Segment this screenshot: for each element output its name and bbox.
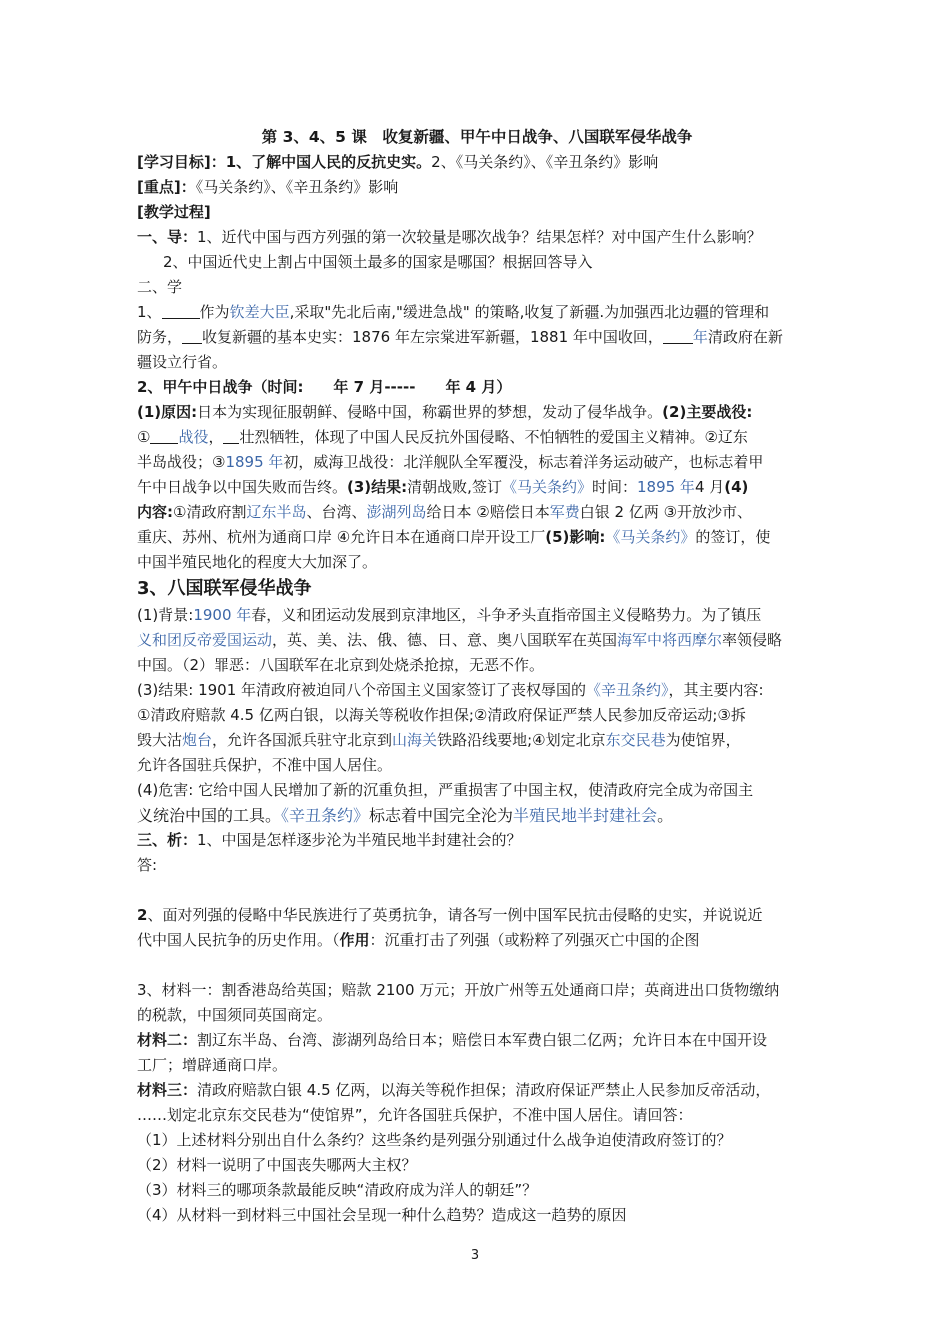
link-fort[interactable]: 炮台 [182,731,213,749]
answer-blank[interactable] [150,429,178,444]
answer-blank[interactable] [223,429,239,444]
xinjiang-text: 作为 [199,303,230,321]
link-shimonoseki-treaty[interactable]: 《马关条约》 [605,528,696,546]
study-label: 二、学 [137,278,183,296]
keypoints-text: 《马关条约》、《辛丑条约》影响 [195,178,399,196]
jiawu-battles-line-2 [137,450,817,475]
material-3-line-1 [137,1078,817,1103]
link-liaodong[interactable]: 辽东半岛 [246,503,307,521]
eight-nation-result-line-4: 允许各国驻兵保护，不准中国人居住。 [137,756,393,774]
bg-text: ，英、美、法、俄、德、日、意、奥八国联军在英国 [272,631,618,649]
xinjiang-line-2 [137,325,817,350]
intro-question-2: 2、中国近代史上割占中国领土最多的国家是哪国？根据回答导入 [163,253,593,271]
result-text: 毁大沽 [137,731,183,749]
link-boxer-movement[interactable]: 义和团反帝爱国运动 [137,631,273,649]
analysis-question-1: 1、中国是怎样逐步沦为半殖民地半封建社会的？ [197,831,522,849]
material-3-line-2: ……划定北京东交民巷为“使馆界”，允许各国驻兵保护，不准中国人居住。请回答： [137,1106,693,1124]
xinjiang-number: 1、 [137,303,162,321]
harm-text: 标志着中国完全沦为 [369,806,514,825]
material-3-label: 材料三： [137,1081,198,1099]
jiawu-battles-line-3 [137,475,817,500]
material-1-line-1: 3、材料一：割香港岛给英国；赔款 2100 万元；开放广州等五处通商口岸；英商进出口货物缴纳 [137,981,780,999]
eight-nation-result-line-1 [137,678,817,703]
analysis-answer: 答: [137,856,158,874]
keypoints-label: [重点]： [137,178,196,196]
bg-label: (1)背景: [137,606,194,624]
q2-text: 、面对列强的侵略中华民族进行了英勇抗争，请各写一例中国军民抗击侵略的史实，并说说近 [147,906,763,924]
q2-number: 2 [137,906,148,924]
jiawu-cause-line [137,400,817,425]
link-year-1895[interactable]: 1895 年 [225,453,284,471]
eight-nation-harm-line-2 [137,803,817,828]
content-text: ①清政府割 [173,503,247,521]
analysis-label: 三、析： [137,831,198,849]
answer-blank[interactable] [663,329,693,344]
question-3: （3）材料三的哪项条款最能反映“清政府成为洋人的朝廷”？ [137,1181,538,1199]
bg-text: 率领侵略 [722,631,783,649]
xinjiang-text: 防务， [137,328,183,346]
separator: ， [208,428,224,446]
cause-text: 日本为实现征服朝鲜、侵略中国，称霸世界的梦想，发动了侵华战争。 [197,403,663,421]
link-semi-colonial[interactable]: 半殖民地半封建社会 [513,806,658,825]
link-dongjiaominxiang[interactable]: 东交民巷 [605,731,666,749]
material-2-line-1 [137,1028,817,1053]
result-text: (3)结果: 1901 年清政府被迫同八个帝国主义国家签订了丧权辱国的 [137,681,587,699]
lesson-content [137,124,817,1228]
eight-nation-result-line-3 [137,728,817,753]
result-text: 清朝战败,签订 [407,478,502,496]
link-seymour[interactable]: 海军中将西摩尔 [617,631,723,649]
link-shanhaiguan[interactable]: 山海关 [392,731,438,749]
content-text: 、台湾、 [306,503,367,521]
result-text: 铁路沿线要地;④划定北京 [437,731,606,749]
question-2: （2）材料一说明了中国丧失哪两大主权？ [137,1156,417,1174]
q2-text: ：沉重打击了列强（或粉粹了列强灭亡中国的企图 [369,931,700,949]
result-text: ，允许各国派兵驻守北京到 [212,731,393,749]
battle-text: 午中日战争以中国失败而告终。 [137,478,348,496]
result-text: 为使馆界， [665,731,741,749]
analysis-q2-line-2 [137,928,817,953]
q2-text: 代中国人民抗争的历史作用。（ [137,931,340,949]
eight-nation-harm-line-1: (4)危害: 它给中国人民增加了新的沉重负担，严重损害了中国主权，使清政府完全成为帝国主 [137,781,754,799]
objective-2: 2、《马关条约》、《辛丑条约》影响 [431,153,659,171]
result-text: ，其主要内容: [668,681,764,699]
harm-text: 义统治中国的工具。 [137,806,282,825]
link-shimonoseki-treaty[interactable]: 《马关条约》 [501,478,592,496]
xinjiang-text: 清政府在新 [707,328,783,346]
objectives-label: [学习目标]： [137,153,226,171]
xinjiang-line-3: 疆设立行省。 [137,353,228,371]
intro-question-1: 1、近代中国与西方列强的第一次较量是哪次战争？结果怎样？对中国产生什么影响？ [197,228,762,246]
cause-label: (1)原因: [137,403,198,421]
content-text: 给日本 ②赔偿日本 [426,503,550,521]
intro-label: 一、导： [137,228,198,246]
material-2-line-2: 工厂；增辟通商口岸。 [137,1056,288,1074]
content-text: 重庆、苏州、杭州为通商口岸 ④允许日本在通商口岸开设工厂 [137,528,546,546]
result-label: (3)结果: [347,478,408,496]
objective-1: 1、了解中国人民的反抗史实。 [225,153,432,171]
impact-text: 的签订，使 [695,528,771,546]
keypoints-line [137,175,817,200]
xinjiang-text: 收复新疆的基本史实：1876 年左宗棠进军新疆，1881 年中国收回， [202,328,663,346]
objectives-line [137,150,817,175]
link-penghu[interactable]: 澎湖列岛 [366,503,427,521]
material-3-text: 清政府赔款白银 4.5 亿两，以海关等税作担保；清政府保证严禁止人民参加反帝活动， [197,1081,771,1099]
result-text: 4 月 [694,478,725,496]
answer-blank[interactable] [182,329,202,344]
link-boxer-protocol[interactable]: 《辛丑条约》 [281,806,370,825]
battle-number: ① [137,428,151,446]
eight-nation-bg-line-3: 中国。（2）罪恶：八国联军在北京到处烧杀抢掠，无恶不作。 [137,656,545,674]
intro-line-1 [137,225,817,250]
link-boxer-protocol[interactable]: 《辛丑条约》 [586,681,669,699]
jiawu-content-line-1 [137,500,817,525]
material-2-label: 材料二： [137,1031,198,1049]
jiawu-impact-line: 中国半殖民地化的程度大大加深了。 [137,553,378,571]
link-year-1895[interactable]: 1895 年 [636,478,695,496]
link-imperial-commissioner[interactable]: 钦差大臣 [229,303,290,321]
content-label: 内容: [137,503,173,521]
answer-blank[interactable] [162,304,200,319]
content-text: 白银 2 亿两 ③开放沙市、 [579,503,753,521]
link-battle[interactable]: 战役 [178,428,209,446]
result-text: 时间： [591,478,637,496]
battle-text: 壮烈牺牲，体现了中国人民反抗外国侵略、不怕牺牲的爱国主义精神。②辽东 [239,428,748,446]
material-1-line-2: 的税款，中国须同英国商定。 [137,1006,333,1024]
analysis-q2-line-1 [137,903,817,928]
jiawu-heading: 2、甲午中日战争（时间: 年 7 月----- 年 4 月） [137,378,512,396]
process-label: [教学过程] [137,203,211,221]
eight-nation-heading: 3、八国联军侵华战争 [137,578,312,599]
q2-label: 作用 [339,931,370,949]
material-2-text: 割辽东半岛、台湾、澎湖列岛给日本；赔偿日本军费白银二亿两；允许日本在中国开设 [197,1031,768,1049]
bg-text: 春，义和团运动发展到京津地区，斗争矛头直指帝国主义侵略势力。为了镇压 [251,606,762,624]
eight-nation-bg-line-2 [137,628,817,653]
battle-text: 半岛战役；③ [137,453,226,471]
link-year-1900[interactable]: 1900 年 [193,606,252,624]
link-year[interactable]: 年 [692,328,708,346]
content-number: (4) [724,478,749,496]
eight-nation-bg-line-1 [137,603,817,628]
jiawu-battles-line-1 [137,425,817,450]
impact-label: (5)影响: [545,528,606,546]
battles-label: (2)主要战役: [662,403,753,421]
eight-nation-result-line-2: ①清政府赔款 4.5 亿两白银，以海关等税收作担保;②清政府保证严禁人民参加反帝运动;③拆 [137,706,746,724]
analysis-line-1 [137,828,817,853]
jiawu-content-line-2 [137,525,817,550]
xinjiang-text: ,采取"先北后南,"缓进急战" 的策略,收复了新疆.为加强西北边疆的管理和 [289,303,770,321]
lesson-title: 第 3、4、5 课 收复新疆、甲午中日战争、八国联军侵华战争 [261,128,693,146]
question-1: （1）上述材料分别出自什么条约？这些条约是列强分别通过什么战争迫使清政府签订的？ [137,1131,732,1149]
question-4: （4）从材料一到材料三中国社会呈现一种什么趋势？造成这一趋势的原因 [137,1206,627,1224]
page-number: 3 [470,1248,480,1263]
harm-text: 。 [657,806,674,825]
battle-text: 初，威海卫战役：北洋舰队全军覆没，标志着洋务运动破产，也标志着甲 [283,453,764,471]
xinjiang-line-1 [137,300,817,325]
link-military-expense[interactable]: 军费 [549,503,580,521]
